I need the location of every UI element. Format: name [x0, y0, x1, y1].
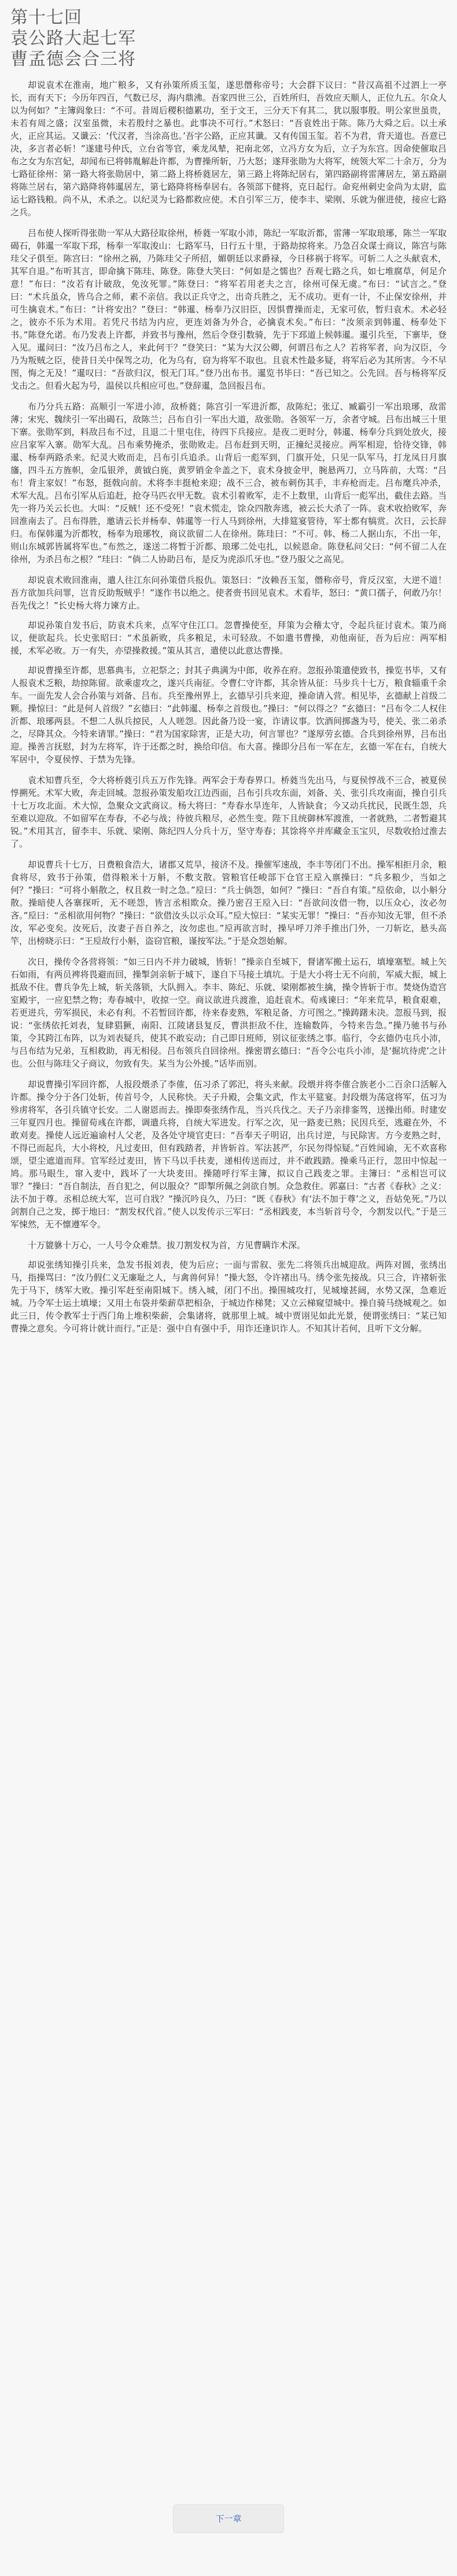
paragraph: 却说孙策自发书后，防袁术兵来，点军守住江口。忽曹操使至，拜策为会稽太守，令起兵征讨袁术。策乃商议，便欲起兵。长史张昭曰：“术虽新败，兵多粮足，未可轻敌。不如遣书曹操，劝他南征，吾为后应：两军相援，术军必败。万一有失，亦望操救援。”策从其言，遣使以此意达曹操。: [10, 620, 447, 656]
paragraph: 却说袁术败回淮南，遣人往江东问孙策借兵报仇。策怒曰：“汝赖吾玉玺，僭称帝号，背反汉室，大逆不道！吾方欲加兵问罪，岂肯反助叛贼乎！”遂作书以绝之。使者赍书回见袁术。术看毕，怒曰：“黄口孺子，何敢乃尔！吾先伐之！”长史杨大将力谏方止。: [10, 575, 447, 611]
paragraph: 次日，操传令各营将领：“如三日内不并力破城，皆斩！”操亲自至城下，督诸军搬土运石，填壕塞堑。城上矢石如雨，有两员裨将畏避而回，操掣剑亲斩于城下，遂自下马接土填坑。于是大小将士无不向前，军威大振，城上抵敌不住。曹兵争先上城，斩关落锁，大队拥入。李丰、陈纪、乐就、梁刚都被生擒，操令皆斩于市。焚烧伪造宫室殿宇，一应犯禁之物；寿春城中，收掠一空。商议欲进兵渡淮，追赶袁术。荀彧谏曰：“年来荒旱，粮食艰难，若更进兵，劳军损民，未必有利。不若暂回许都，待来春麦熟，军粮足备，方可图之。”操踌躇未决。忽报马到，报说：“张绣依托刘表，复肆猖獗，南阳、江陵诸县复反，曹洪拒敌不住，连输数阵，今特来告急。”操乃驰书与孙策，令其跨江布阵，以为刘表疑兵，使其不敢妄动；自己即日班师，别议征张绣之事。临行，令玄德仍屯兵小沛，与吕布结为兄弟，互相救助，再无相侵。吕布领兵自回徐州。操密谓玄德曰：“吾令公屯兵小沛，是‘掘坑待虎’之计也。公但与陈珪父子商议，勿致有失。某当为公外援。”话毕而别。: [10, 957, 447, 1069]
paragraph: 却说曹兵十七万，日费粮食浩大，诸郡又荒旱，接济不及。操催军速战，李丰等闭门不出。操军相拒月余，粮食将尽，致书于孙策，借得粮米十万斛，不敷支散。管粮官任峻部下仓官王垕入禀操曰：“兵多粮少，当如之何？”操曰：“可将小斛散之，权且救一时之急。”垕曰：“兵士倘怨，如何？”操曰：“吾自有策。”垕依命，以小斛分散。操暗使人各寨探听，无不嗟怨，皆言丞相欺众。操乃密召王垕入曰：“吾欲问汝借一物，以压众心，汝必勿吝。”垕曰：“丞相欲用何物？”操曰：“欲借汝头以示众耳。”垕大惊曰：“某实无罪！”操曰：“吾亦知汝无罪，但不杀汝，军必变矣。汝死后，汝妻子吾自养之，汝勿虑也。”垕再欲言时，操早呼刀斧手推出门外，一刀斩讫，悬头高竿，出榜晓示曰：“王垕故行小斛，盗窃官粮，谨按军法。”于是众怨始解。: [10, 859, 447, 946]
chapter-subtitle-line-2: 曹孟德会合三将: [10, 49, 136, 69]
paragraph: 却说袁术在淮南，地广粮多，又有孙策所质玉玺，遂思僭称帝号；大会群下议曰：“昔汉高祖不过泗上一亭长，而有天下；今历年四百，气数已尽，海内鼎沸。吾家四世三公，百姓所归，吾效应天顺人，正位九五。尔众人以为何如？”主簿阎象曰：“不可。昔周后稷积德累功，至于文王，三分天下有其二，犹以服事殷。明公家世虽贵，未若有周之盛；汉室虽微，未若殷纣之暴也。此事决不可行。”术怒曰：“吾袁姓出于陈。陈乃大舜之后。以土承火，正应其运。又谶云：‘代汉者，当涂高也。’吾字公路，正应其谶。又有传国玉玺。若不为君，背天道也。吾意已决，多言者必斩！”遂建号仲氏，立台省等官，乘龙凤辇，祀南北郊，立冯方女为后，立子为东宫。因命使催取吕布之女为东宫妃，却闻布已将韩胤解赴许都，为曹操所斩，乃大怒；遂拜张勋为大将军，统领大军二十余万，分为七路征徐州：第一路大将张勋居中，第二路上将桥蕤居左，第三路上将陈纪居右，第四路副将雷薄居左，第五路副将陈兰居右，第六路降将韩暹居左，第七路降将杨奉居右。各领部下健将，克日起行。命兖州刺史金尚为太尉，监运七路钱粮。尚不从，术杀之。以纪灵为七路都救应使。术自引军三万，使李丰、梁刚、乐就为催进使，接应七路之兵。: [10, 80, 447, 217]
paragraph: 却说曹操至许都，思慕典韦，立祀祭之；封其子典满为中郎，收养在府。忽报孙策遣使致书，操览书毕，又有人报袁术乏粮，劫掠陈留。欲乘虚攻之，遂兴兵南征。令曹仁守许都，其余皆从征：马步兵十七万，粮食辎重千余车。一面先发人会合孙策与刘备、吕布。兵至豫州界上，玄德早引兵来迎，操命请入营。相见毕，玄德献上首级二颗。操惊曰：“此是何人首级？”玄德曰：“此韩暹、杨奉之首级也。”操曰：“何以得之？”玄德曰：“吕布令二人权住沂都、琅琊两县。不想二人纵兵掠民，人人嗟怨。因此备乃设一宴，诈请议事。饮酒间掷盏为号，使关、张二弟杀之，尽降其众。今特来请罪。”操曰：“君为国家除害，正是大功，何言罪也？”遂厚劳玄德。合兵到徐州界，吕布出迎。操善言抚慰，封为左将军，许于还都之时，换给印信。布大喜。操即分吕布一军在左，玄德一军在右，自统大军居中，令夏侯惇、于禁为先锋。: [10, 665, 447, 765]
chapter-title: 第十七回: [10, 8, 82, 28]
paragraph: 却说张绣知操引兵来，急发书报刘表，使为后应；一面与雷叙、张先二将领兵出城迎敌。两阵对圆，张绣出马，指操骂曰：“汝乃假仁义无廉耻之人，与禽兽何异！”操大怒，令许褚出马。绣令张先接战。只三合，许褚斩张先于马下，绣军大败。操引军赶至南阳城下。绣入城，闭门不出。操围城攻打，见城壕甚阔，水势又深，急难近城。乃令军士运土填壕；又用土布袋并柴薪草把相杂，于城边作梯凳；又立云梯窥望城中。操自骑马绕城观之。如此三日，传令教军士于西门角上堆积柴薪，会集诸将，就那里上城。城中贾诩见如此光景，便谓张绣曰：“某已知曹操之意矣。今可将计就计而行。”正是：强中自有强中手，用诈还逢识诈人。不知其计若何，且听下文分解。: [10, 1260, 447, 1334]
chapter-header: [10, 8, 447, 68]
chapter-navigation: [0, 2504, 457, 2533]
next-chapter-button[interactable]: 下一章: [173, 2504, 284, 2533]
poem-paragraph: 十万貔貅十万心，一人号令众难禁。拔刀割发权为首，方见曹瞒诈术深。: [28, 1240, 306, 1250]
footer-spacer: [0, 2541, 457, 2576]
paragraph: 却说曹操引军回许都，人报段煨杀了李傕，伍习杀了郭汜，将头来献。段煨并将李傕合族老小二百余口活解入许都。操令分于各门处斩，传首号令，人民称快。天子升殿，会集文武，作太平筵宴。封段煨为荡寇将军，伍习为殄虏将军，各引兵镇守长安。二人谢恩而去。操即奏张绣作乱，当兴兵伐之。天子乃亲排銮驾，送操出师。时建安三年夏四月也。操留荀彧在许都，调遣兵将，自统大军进发。行军之次，见一路麦已熟；民因兵至，逃避在外，不敢刈麦。操使人远近遍谕村人父老，及各处守境官吏曰：“吾奉天子明诏，出兵讨逆，与民除害。方今麦熟之时，不得已而起兵，大小将校，凡过麦田，但有践踏者，并皆斩首。军法甚严，尔民勿得惊疑。”百姓闻谕，无不欢喜称颂，望尘遮道而拜。官军经过麦田，皆下马以手扶麦，递相传送而过，并不敢践踏。操乘马正行，忽田中惊起一鸠。那马眼生，窜入麦中，践坏了一大块麦田。操随呼行军主簿，拟议自己践麦之罪。主簿曰：“丞相岂可议罪？”操曰：“吾自制法，吾自犯之，何以服众？”即掣所佩之剑欲自刎。众急救住。郭嘉曰：“古者《春秋》之义：法不加于尊。丞相总统大军，岂可自戕？”操沉吟良久，乃曰：“既《春秋》有‘法不加于尊’之义，吾姑免死。”乃以剑割自己之发，掷于地曰：“割发权代首。”使人以发传示三军曰：“丞相践麦，本当斩首号令，今割发以代。”于是三军悚然，无不懔遵军令。: [10, 1079, 447, 1230]
chapter-content: [10, 79, 447, 2490]
paragraph: 吕布使人探听得张勋一军从大路径取徐州，桥蕤一军取小沛，陈纪一军取沂都，雷薄一军取琅琊，陈兰一军取碣石，韩暹一军取下邳，杨奉一军取浚山：七路军马，日行五十里，于路劫掠将来。乃急召众谋士商议，陈宫与陈珪父子俱至。陈宫曰：“徐州之祸，乃陈珪父子所招，媚朝廷以求爵禄，今日移祸于将军。可斩二人之头献袁术，其军自退。”布听其言，即命擒下陈珪、陈登。陈登大笑曰：“何如是之懦也？吾观七路之兵，如七堆腐草，何足介意！”布曰：“汝若有计破敌，免汝死罪。”陈登曰：“将军若用老夫之言，徐州可保无虞。”布曰：“试言之。”登曰：“术兵虽众，皆乌合之师，素不亲信。我以正兵守之，出奇兵胜之，无不成功。更有一计，不止保安徐州，并可生擒袁术。”布曰：“计将安出？”登曰：“韩暹、杨奉乃汉旧臣，因惧曹操而走，无家可依，暂归袁术。术必轻之，彼亦不乐为术用。若凭尺书结为内应，更连刘备为外合，必擒袁术矣。”布曰：“汝须亲到韩暹、杨奉处下书。”陈登允诺。布乃发表上许都，并致书与豫州，然后令登引数骑，先于下邳道上候韩暹。暹引兵至，下寨毕，登入见。暹问曰：“汝乃吕布之人，来此何干？”登笑曰：“某为大汉公卿，何谓吕布之人？若将军者，向为汉臣，今乃为叛贼之臣，使昔日关中保驾之功，化为乌有，窃为将军不取也。且袁术性最多疑，将军后必为其所害。今不早图，悔之无及！”暹叹曰：“吾欲归汉，恨无门耳。”登乃出布书。暹览书毕曰：“吾已知之。公先回。吾与杨将军反戈击之。但看火起为号，温侯以兵相应可也。”登辞暹，急回报吕布。: [10, 228, 447, 391]
paragraph: 布乃分兵五路：高顺引一军进小沛，敌桥蕤；陈宫引一军进沂都，敌陈纪；张辽、臧霸引一军出琅琊，敌雷薄；宋宪、魏续引一军出碣石，敌陈兰；吕布自引一军出大道，敌张勋。各领军一万，余者守城。吕布出城三十里下寨。张勋军到，料敌吕布不过，且退二十里屯住，待四下兵接应。是夜二更时分，韩暹、杨奉分兵到处放火，接应吕家军入寨。勋军大乱。吕布乘势掩杀，张勋败走。吕布赶到天明，正撞纪灵接应。两军相迎，恰待交锋，韩暹、杨奉两路杀来。纪灵大败而走，吕布引兵追杀。山背后一彪军到，门旗开处，只见一队军马，打龙凤日月旗旛，四斗五方旌帜，金瓜银斧，黄钺白旄，黄罗销金伞盖之下，袁术身披金甲，腕悬两刀，立马阵前，大骂：“吕布！背主家奴！”布怒，挺戟向前。术将李丰挺枪来迎；战不三合，被布刺伤其手，丰弃枪而走。吕布麾兵冲杀，术军大乱。吕布引军从后追赶，抢夺马匹衣甲无数。袁术引着败军，走不上数里，山背后一彪军出，截住去路。当先一将乃关云长也。大叫：“反贼！还不受死！”袁术慌走，馀众四散奔逃，被云长大杀了一阵。袁术收拾败军，奔回淮南去了。吕布得胜，邀请云长并杨奉、韩暹等一行人马到徐州，大排筵宴管待，军士都有犒赏。次日，云长辞归。布保韩暹为沂都牧，杨奉为琅琊牧，商议欲留二人在徐州。陈珪曰：“不可。韩、杨二人据山东，不出一年，则山东城郭皆属将军也。”布然之，遂送二将暂于沂都、琅琊二处屯扎，以候恩命。陈登私问父曰：“何不留二人在徐州，为杀吕布之根？”珪曰：“倘二人协助吕布，是反为虎添爪牙也。”登乃服父之高见。: [10, 401, 447, 564]
chapter-subtitle-line-1: 袁公路大起七军: [10, 28, 136, 49]
paragraph: 袁术知曹兵至，令大将桥蕤引兵五万作先锋。两军会于寿春界口。桥蕤当先出马，与夏侯惇战不三合，被夏侯惇搠死。术军大败，奔走回城。忽报孙策发船攻江边西面，吕布引兵攻东面，刘备、关、张引兵攻南面，操自引兵十七万攻北面。术大惊，急聚众文武商议。杨大将曰：“寿春水旱连年，人皆缺食；今又动兵扰民，民既生怨，兵至难以迎敌。不如留军在寿春，不必与战；待彼兵粮尽，必然生变。陛下且统御林军渡淮，一者就熟，二者暂避其锐。”术用其言，留李丰、乐就、梁刚、陈纪四人分兵十万，坚守寿春；其馀将卒并库藏金玉宝贝，尽数收拾过淮去了。: [10, 775, 447, 849]
